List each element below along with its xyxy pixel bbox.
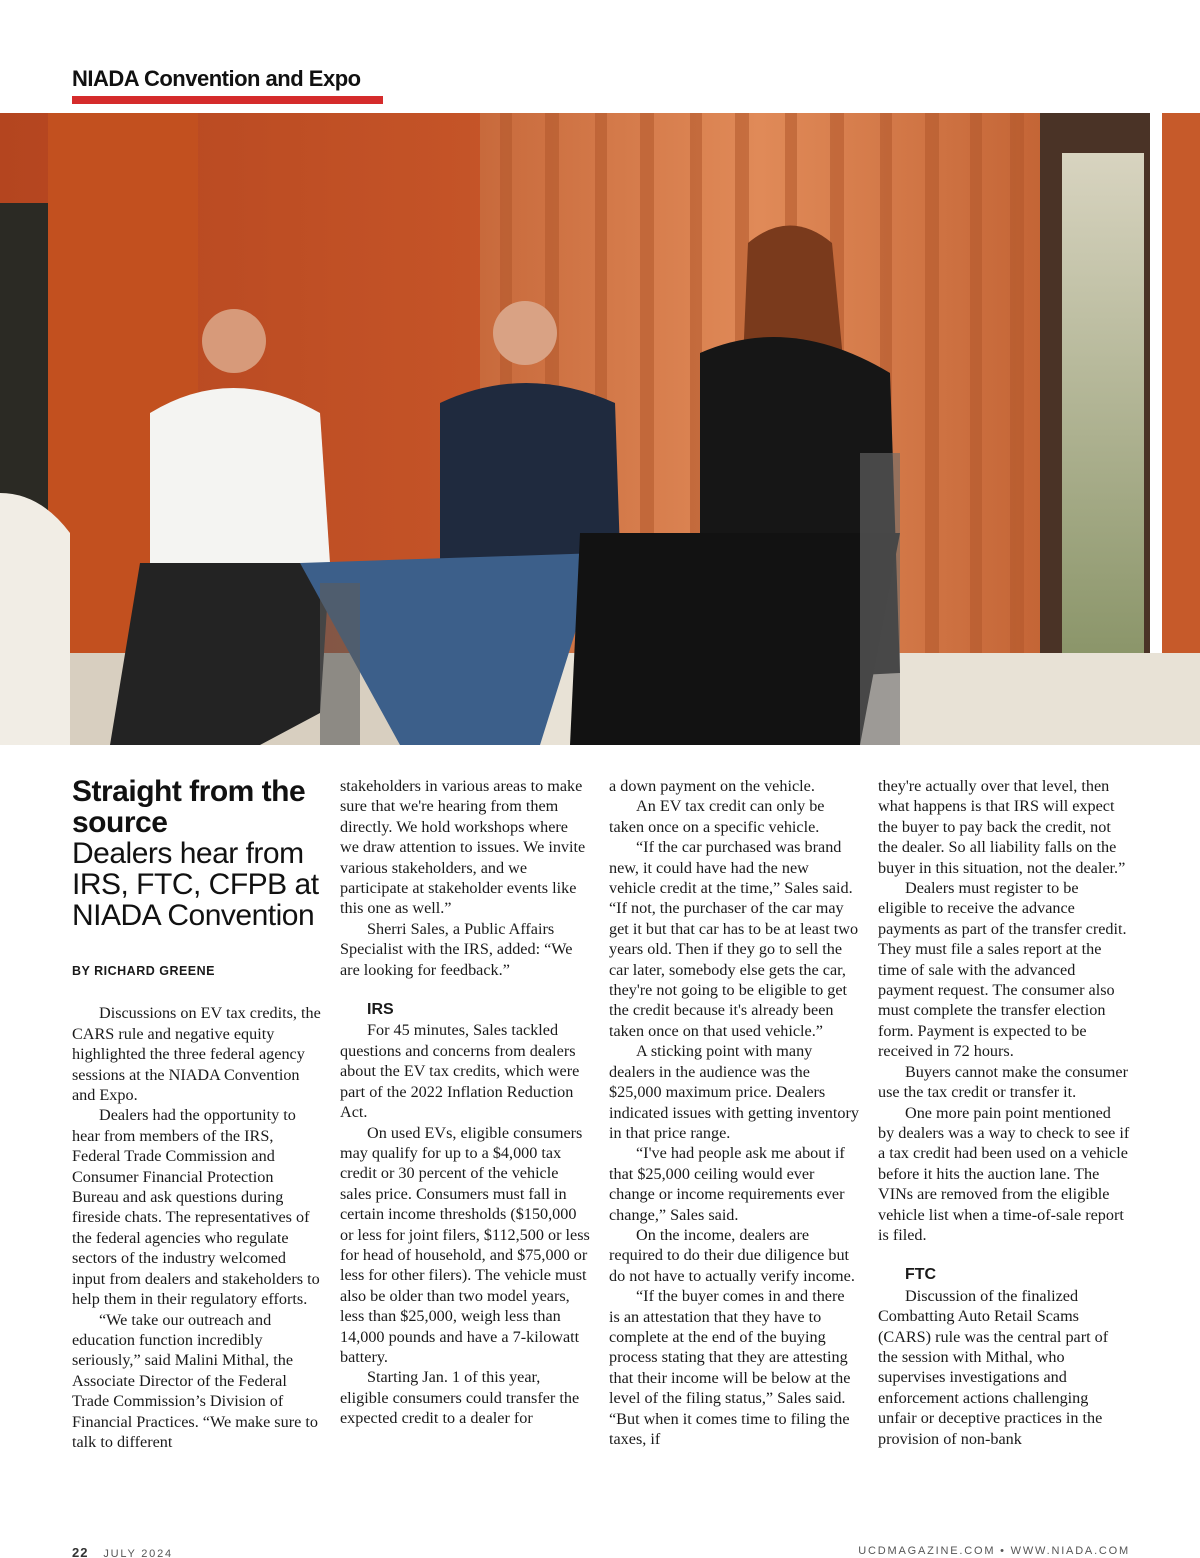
subhead-irs: IRS [367, 1001, 394, 1019]
section-tag [72, 66, 361, 92]
column-4 [878, 776, 1130, 1449]
paragraph: Dealers had the opportunity to hear from members of the IRS, Federal Trade Commission and Consumer Financial Protection Bureau and ask questions during fireside chats. The representatives of the federal agencies who regulate sectors of the industry welcomed input from dealers and stakeholders to help them in their regulatory efforts. [72, 1106, 320, 1309]
article-deck: Dealers hear from IRS, FTC, CFPB at NIADA Convention [72, 837, 319, 932]
paragraph: they're actually over that level, then what happens is that IRS will expect the buyer to pay back the credit, not the dealer. So all liability falls on the buyer in this situation, not the dealer.” [878, 777, 1126, 877]
footer-sites: UCDMAGAZINE.COM • WWW.NIADA.COM [858, 1545, 1130, 1557]
section-label: NIADA Convention and Expo [72, 66, 361, 91]
panel-photo [0, 113, 1200, 745]
paragraph: “I've had people ask me about if that $25,000 ceiling would ever change or income requirements ever change,” Sales said. [609, 1144, 845, 1224]
section-accent-bar [72, 96, 383, 104]
paragraph: Buyers cannot make the consumer use the tax credit or transfer it. [878, 1062, 1128, 1102]
panel-photo-image [0, 113, 1200, 745]
paragraph: “If the car purchased was brand new, it could have had the new vehicle credit at the time,” Sales said. “If not, the purchaser of the car may get it but that car has to be at least two years old. Then if they go to sell the car later, somebody else gets the car, they're not going to be eligible to get the credit because it's already been taken once on that used vehicle.” [609, 838, 859, 1040]
article-byline: BY RICHARD GREENE [72, 964, 216, 978]
paragraph: Discussions on EV tax credits, the CARS rule and negative equity highlighted the three federal agency sessions at the NIADA Convention and Expo. [72, 1004, 321, 1105]
paragraph: One more pain point mentioned by dealers was a way to check to see if a tax credit had been used on a vehicle before it hits the auction lane. The VINs are removed from the eligible vehicle list when a time-of-sale report is filed. [878, 1103, 1130, 1244]
paragraph: For 45 minutes, Sales tackled questions and concerns from dealers about the EV tax credits, which were part of the 2022 Inflation Reduction Act. [340, 1021, 580, 1122]
paragraph: A sticking point with many dealers in the audience was the $25,000 maximum price. Dealers indicated issues with getting inventory in that price range. [609, 1042, 859, 1142]
footer-right [858, 1545, 1130, 1557]
issue-date: JULY 2024 [103, 1548, 173, 1558]
column-3 [609, 776, 859, 1449]
paragraph: Discussion of the finalized Combatting Auto Retail Scams (CARS) rule was the central part of the session with Mithal, who supervises investigations and enforcement actions challenging unfair or deceptive practices in the provision of non-bank [878, 1286, 1109, 1448]
paragraph: An EV tax credit can only be taken once on a specific vehicle. [609, 797, 825, 836]
paragraph: Dealers must register to be eligible to receive the advance payments as part of the transfer credit. They must file a sales report at the time of sale with the advanced payment request. The consumer also must complete the transfer election form. Payment is expected to be received in 72 hours. [878, 879, 1127, 1061]
footer-left [72, 1545, 173, 1558]
column-1 [72, 776, 322, 1452]
paragraph: On the income, dealers are required to do their due diligence but do not have to actually verify income. [609, 1225, 855, 1285]
paragraph: Starting Jan. 1 of this year, eligible consumers could transfer the expected credit to a dealer for [340, 1368, 580, 1428]
paragraph: Sherri Sales, a Public Affairs Specialist with the IRS, added: “We are looking for feedback.” [340, 919, 573, 979]
paragraph: “If the buyer comes in and there is an attestation that they have to complete at the end of the buying process stating that they are attesting that their income will be below at the level of the filing status,” Sales said. “But when it comes time to filing the taxes, if [609, 1287, 851, 1448]
subhead-ftc: FTC [905, 1266, 937, 1284]
column-2 [340, 776, 590, 1429]
paragraph: “We take our outreach and education function incredibly seriously,” said Malini Mithal, the Associate Director of the Federal Trade Commission’s Division of Financial Practices. “We make sure to talk to different [72, 1310, 318, 1451]
paragraph: stakeholders in various areas to make sure that we're hearing from them directly. We hold workshops where we draw attention to issues. We invite various stakeholders, and we participate at stakeholder events like this one as well.” [340, 777, 586, 918]
paragraph: a down payment on the vehicle. [609, 777, 815, 795]
page-number: 22 [72, 1545, 89, 1558]
article-headline: Straight from the source [72, 775, 306, 839]
paragraph: On used EVs, eligible consumers may qualify for up to a $4,000 tax credit or 30 percent of the vehicle sales price. Consumers must fall in certain income thresholds ($150,000 or less for joint filers, $112,500 or less for head of household, and $75,000 or less for other filers). The vehicle must also be older than two model years, less than $25,000, weigh less than 14,000 pounds and have a 7-kilowatt battery. [340, 1123, 590, 1366]
